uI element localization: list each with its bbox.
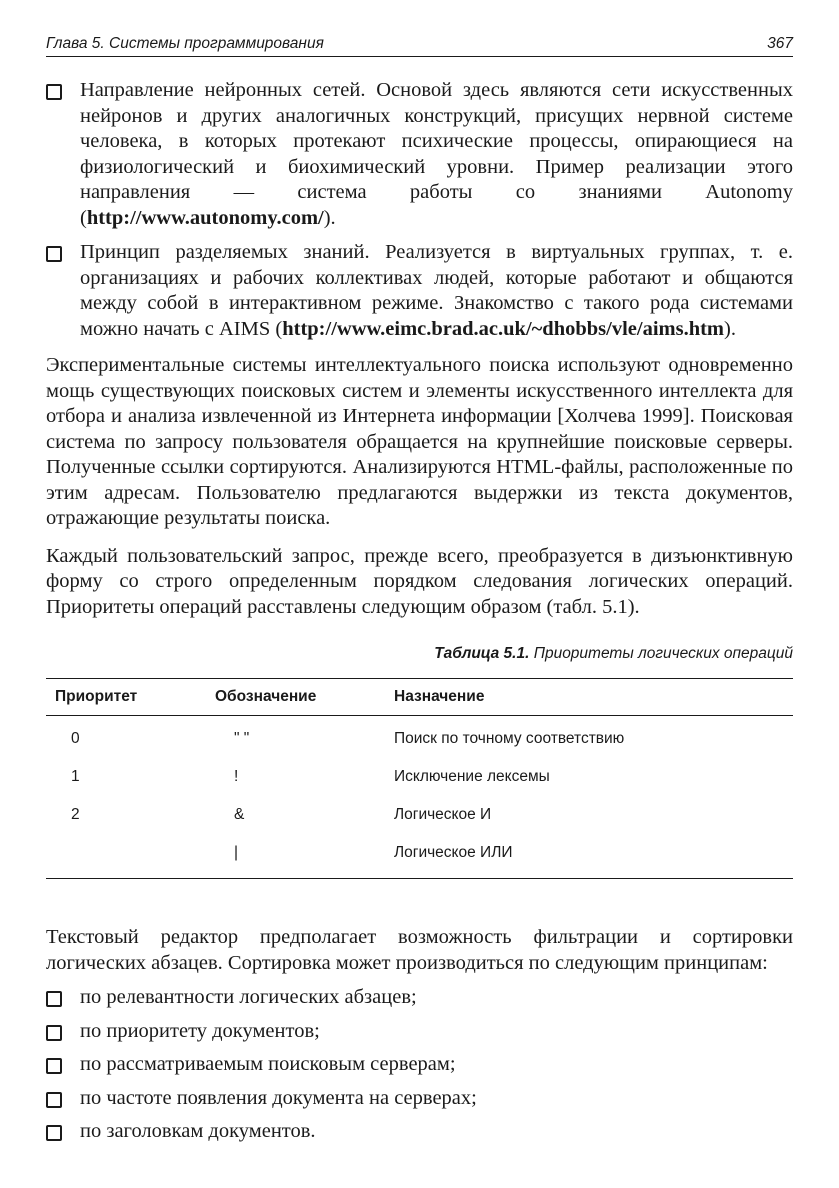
table-row: [46, 796, 793, 834]
cell-symbol: |: [234, 844, 239, 862]
table-row: [46, 758, 793, 796]
column-header-priority: Приоритет: [46, 679, 215, 716]
bullet-text: по заголовкам документов.: [80, 1120, 316, 1142]
cell-priority: 0: [71, 730, 80, 748]
chapter-title: Глава 5. Системы программирования: [46, 35, 324, 52]
cell-priority: 2: [71, 806, 80, 824]
bullet-item: [46, 78, 793, 231]
bullet-item: [46, 1119, 793, 1145]
bullet-text: по рассматриваемым поисковым серверам;: [80, 1053, 456, 1075]
bullet-text-end: ).: [323, 206, 336, 229]
table-row: [46, 834, 793, 879]
book-page: [46, 34, 793, 1145]
table-caption-text: Приоритеты логических операций: [533, 645, 793, 662]
cell-symbol: &: [234, 806, 245, 824]
column-header-purpose: Назначение: [394, 679, 793, 716]
checkbox-bullet-icon: [46, 1058, 62, 1074]
bullet-list-directions: [46, 78, 793, 342]
bullet-item: [46, 1052, 793, 1078]
page-number: 367: [767, 35, 793, 52]
paragraph-user-query: Каждый пользовательский запрос, прежде всего, преобразуется в дизъюнктивную форму со строго определенным порядком следования логических операций. Приоритеты операций расставлены следующим образом (табл. 5.1).: [46, 544, 793, 618]
cell-purpose: Поиск по точному соответствию: [394, 730, 625, 748]
bullet-text-end: ).: [724, 317, 736, 340]
checkbox-bullet-icon: [46, 1125, 62, 1141]
table-caption-label: Таблица 5.1.: [434, 645, 530, 662]
cell-priority: 1: [71, 768, 80, 786]
bullet-list-sorting: [46, 985, 793, 1145]
running-head: [46, 34, 793, 57]
checkbox-bullet-icon: [46, 991, 62, 1007]
priority-table: [46, 678, 793, 879]
table-header-row: [46, 679, 793, 716]
bullet-text: по релевантности логических абзацев;: [80, 986, 417, 1008]
checkbox-bullet-icon: [46, 246, 62, 262]
checkbox-bullet-icon: [46, 1092, 62, 1108]
checkbox-bullet-icon: [46, 1025, 62, 1041]
cell-symbol: " ": [234, 730, 250, 748]
bullet-text: по частоте появления документа на серверах;: [80, 1086, 477, 1109]
table-row: [46, 716, 793, 759]
bullet-text: Направление нейронных сетей. Основой здесь являются сети искусственных нейронов и других аналогичных конструкций, присущих нервной системе человека, в которых протекают психические процессы, опирающиеся на физиологический и биохимический уровни. Пример реализации этого направления — система работы со знаниями Autonomy (: [80, 79, 793, 229]
url-aims: http://www.eimc.brad.ac.uk/~dhobbs/vle/aims.htm: [282, 317, 724, 340]
cell-purpose: Логическое И: [394, 806, 492, 824]
checkbox-bullet-icon: [46, 84, 62, 100]
column-header-symbol: Обозначение: [215, 679, 394, 716]
paragraph-text-editor: Текстовый редактор предполагает возможность фильтрации и сортировки логических абзацев. Сортировка может производиться по следующим принципам:: [46, 926, 793, 974]
bullet-text: по приоритету документов;: [80, 1019, 320, 1042]
bullet-item: [46, 240, 793, 342]
url-autonomy: http://www.autonomy.com/: [86, 206, 324, 229]
bullet-text: Принцип разделяемых знаний. Реализуется в виртуальных группах, т. е. организациях и рабочих коллективах людей, которые работают и общаются между собой в интерактивном режиме. Знакомство с такого рода системами можно начать с AIMS (: [80, 241, 793, 340]
cell-purpose: Исключение лексемы: [394, 768, 550, 786]
paragraph-experimental-systems: Экспериментальные системы интеллектуального поиска используют одновременно мощь существующих поисковых систем и элементы искусственного интеллекта для отбора и анализа извлеченной из Интернета информации [Холчева 1999]. Поисковая система по запросу пользователя обращается на крупнейшие поисковые серверы. Полученные ссылки сортируются. Анализируются HTML-файлы, расположенные по этим адресам. Пользователю предлагаются выдержки из текста документов, отражающие результаты поиска.: [46, 354, 793, 529]
bullet-item: [46, 1086, 793, 1112]
cell-symbol: !: [234, 768, 239, 786]
cell-purpose: Логическое ИЛИ: [394, 844, 513, 862]
bullet-item: [46, 1019, 793, 1045]
table-caption: [46, 644, 793, 664]
bullet-item: [46, 985, 793, 1011]
